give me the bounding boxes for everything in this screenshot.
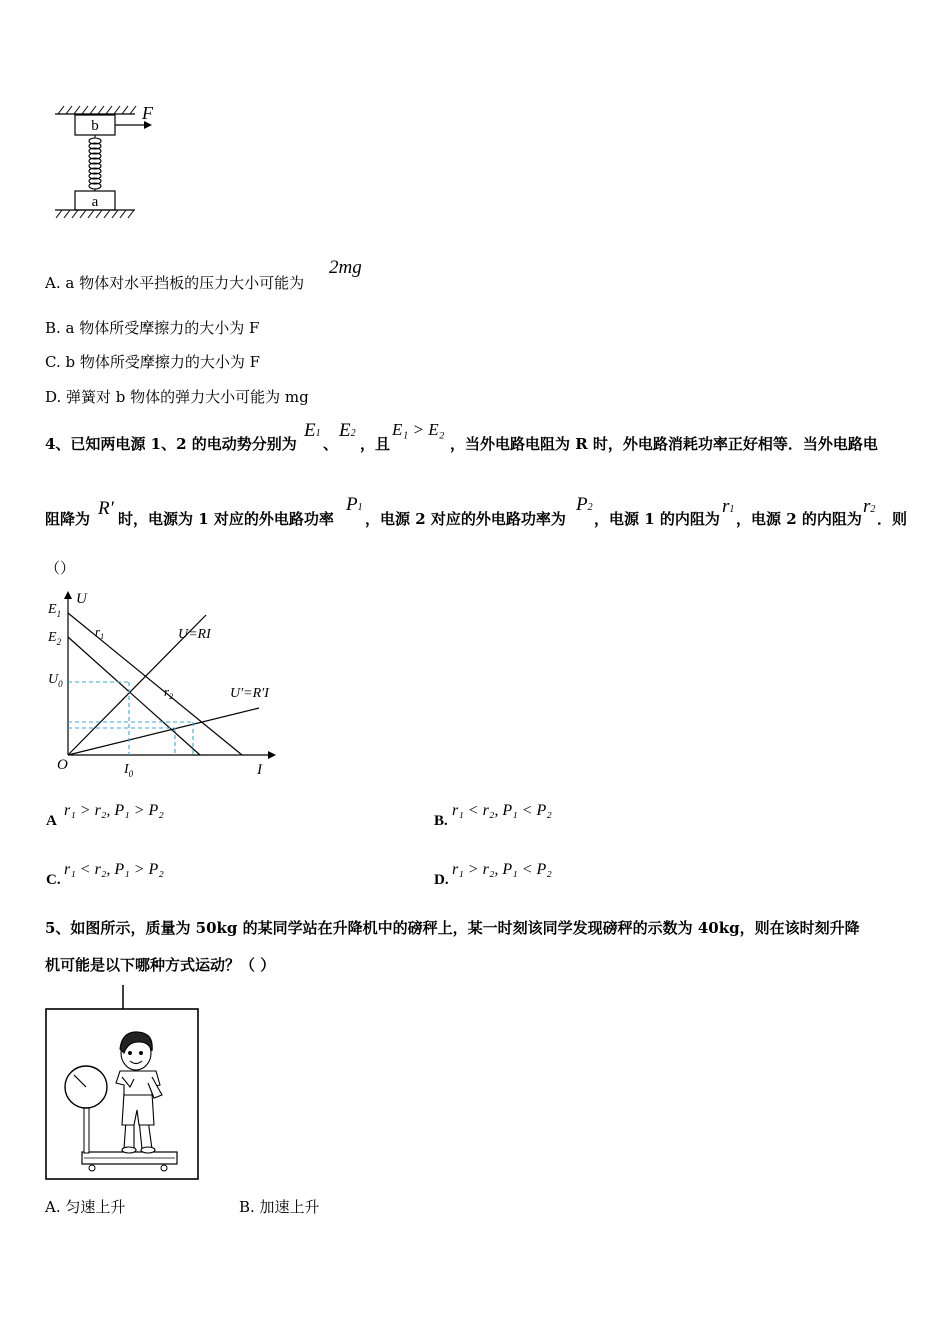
line-r2	[68, 637, 200, 755]
q3-option-a-math: 2mg	[329, 257, 362, 278]
elevator-figure	[44, 985, 202, 1183]
q4-sep1: 、	[323, 435, 339, 453]
q4-r2: r2	[863, 496, 876, 517]
ui-graph	[40, 585, 290, 780]
u0-label: $U_0$	[48, 672, 63, 689]
q3-option-a	[45, 273, 304, 293]
spring-blocks-figure	[50, 100, 170, 225]
axis-u-label: U	[76, 591, 87, 607]
q3-option-a-text: A. a 物体对水平挡板的压力大小可能为	[45, 274, 305, 292]
e2-label: $E_2$	[48, 630, 62, 647]
q4-option-b-math: r₁ < r₂, P₁ < P₂	[452, 802, 552, 819]
q4-inequality: E₁ > E₂	[392, 420, 445, 439]
q4-option-b-letter: B.	[434, 813, 448, 829]
q4-answer-paren: （）	[45, 559, 76, 577]
q4-p1: P1	[346, 494, 363, 515]
u-ri-label: U=RI	[178, 627, 211, 642]
origin-label: O	[57, 757, 68, 773]
q4-option-d-math: r₁ > r₂, P₁ < P₂	[452, 861, 552, 878]
q4-line2-part4: ，电源 1 的内阻为	[594, 510, 720, 528]
q3-option-d: D. 弹簧对 b 物体的弹力大小可能为 mg	[45, 388, 309, 406]
axis-i-label: I	[257, 762, 262, 778]
block-b-label: b	[91, 118, 99, 134]
q3-option-b: B. a 物体所受摩擦力的大小为 F	[45, 319, 260, 337]
q4-option-a-math: r₁ > r₂, P₁ > P₂	[64, 802, 164, 819]
r2-label: $r_2$	[164, 684, 174, 701]
r1-label: $r_1$	[95, 624, 105, 641]
block-a-label: a	[91, 194, 99, 210]
q4-option-d-letter: D.	[434, 872, 449, 888]
q5-option-a: A. 匀速上升	[45, 1198, 126, 1216]
q5-line2: 机可能是以下哪种方式运动？（ ）	[45, 956, 276, 974]
q4-line2-part2: 时，电源为 1 对应的外电路功率	[118, 510, 334, 528]
q4-option-c-math: r₁ < r₂, P₁ > P₂	[64, 861, 164, 878]
q4-line2-part1: 阻降为	[45, 510, 91, 528]
q4-option-a-letter: A	[46, 813, 57, 829]
q4-line1-part2: ，当外电路电阻为 R 时，外电路消耗功率正好相等．当外电路电	[450, 435, 878, 453]
q4-comma1: ，且	[360, 435, 391, 453]
i0-label: $I_0$	[124, 762, 134, 779]
line-u-prime	[68, 708, 259, 755]
q4-r1: r1	[722, 496, 735, 517]
q4-line2-part3: ，电源 2 对应的外电路功率为	[365, 510, 566, 528]
q5-option-b: B. 加速上升	[239, 1198, 320, 1216]
q4-e1: E1	[304, 420, 321, 441]
u-prime-label: U′=R′I	[230, 686, 269, 701]
force-label: F	[142, 103, 153, 123]
q4-option-c-letter: C.	[46, 872, 61, 888]
q5-line1: 5、如图所示，质量为 50kg 的某同学站在升降机中的磅秤上，某一时刻该同学发现磅秤的示数为 40kg，则在该时刻升降	[45, 919, 860, 937]
spring	[89, 135, 101, 191]
q4-line2-part5: ，电源 2 的内阻为	[736, 510, 862, 528]
q3-option-c: C. b 物体所受摩擦力的大小为 F	[45, 353, 261, 371]
e1-label: $E_1$	[48, 602, 62, 619]
q4-rprime: R′	[98, 498, 114, 519]
q4-e2: E2	[339, 420, 356, 441]
q4-line1-part1: 4、已知两电源 1、2 的电动势分别为	[45, 435, 297, 453]
q4-p2: P2	[576, 494, 593, 515]
q4-line2-part6: ．则	[877, 510, 908, 528]
